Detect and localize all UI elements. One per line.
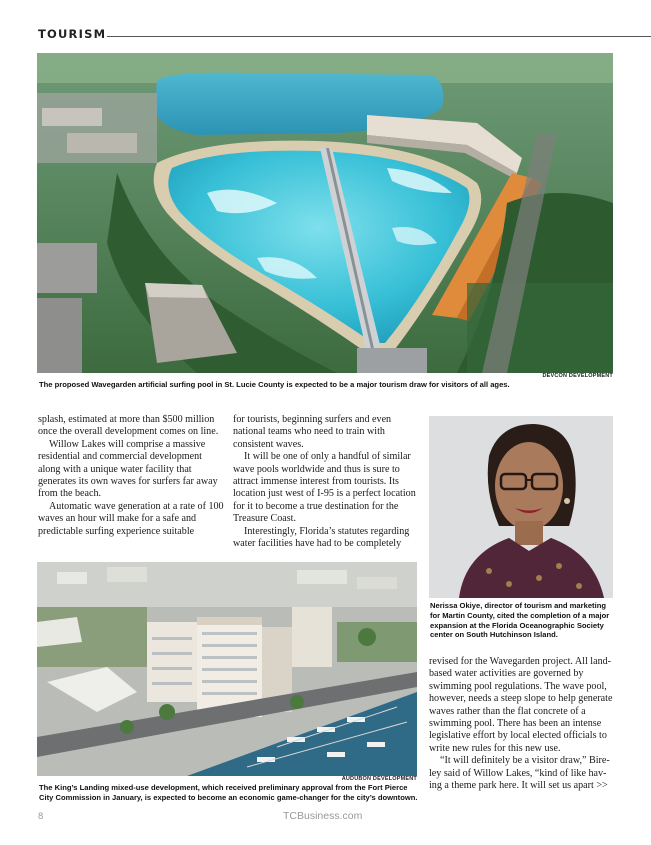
- col2-para-1: for tourists, beginning surfers and even national teams who need to train with consistent waves.: [233, 414, 392, 450]
- col1-para-3: Automatic wave generation at a rate of 100 waves an hour will make for a safe and predictable surfing experience suitable: [38, 500, 224, 537]
- section-label: TOURISM: [38, 27, 107, 41]
- article-column-3: [429, 656, 615, 792]
- top-photo-credit: DEVCON DEVELOPMENT: [542, 373, 613, 379]
- section-rule: [107, 36, 651, 37]
- bottom-photo-caption: The King’s Landing mixed-use development, which received preliminary approval from the Fort Pierce City Commission in January, is expected to become an economic game-changer for the city’s downtown.: [39, 783, 418, 802]
- bottom-photo-credit: AUDUBON DEVELOPMENT: [341, 776, 417, 782]
- wavegarden-aerial-photo: [37, 53, 613, 373]
- kings-landing-photo: [37, 562, 417, 776]
- article-column-2: [233, 414, 420, 550]
- article-column-1: [38, 414, 224, 538]
- portrait-photo-caption: Nerissa Okiye, director of tourism and marketing for Martin County, cited the completion of a major expansion at the Florida Oceanographic Society center on South Hutchinson Island.: [430, 601, 610, 640]
- col1-para-1: splash, estimated at more than $500 million once the overall development comes on line.: [38, 414, 219, 438]
- col1-para-2: Willow Lakes will comprise a massive residential and commercial development along with a unique water facility that generates its own waves for surfers far away from the beach.: [38, 438, 218, 500]
- page-number: 8: [38, 811, 44, 822]
- col2-para-3: Interestingly, Florida’s statutes regarding water facilities have had to be completely: [233, 525, 410, 550]
- col3-para-2: “It will definitely be a visitor draw,” Bireley said of Willow Lakes, “kind of like having a theme park here. It will set us apart >>: [429, 755, 610, 792]
- col3-para-1: revised for the Wavegarden project. All land-based water activities are governed by swimming pool regulations. The wave pool, however, needs a steep slope to help generate waves rather than the flat concrete of a swimming pool. There has been an intense legislative effort by local elected officials to write new rules for this new use.: [429, 656, 613, 754]
- col2-para-2: It will be one of only a handful of similar wave pools worldwide and thus is sure to attract immense interest from tourists. Its location just west of I-95 is a perfect location for it to become a true destination for the Treasure Coast.: [233, 451, 416, 525]
- footer-site-link[interactable]: TCBusiness.com: [283, 810, 363, 822]
- top-photo-caption: The proposed Wavegarden artificial surfing pool in St. Lucie County is expected to be a major tourism draw for visitors of all ages.: [39, 380, 510, 389]
- nerissa-okiye-portrait-photo: [429, 416, 613, 598]
